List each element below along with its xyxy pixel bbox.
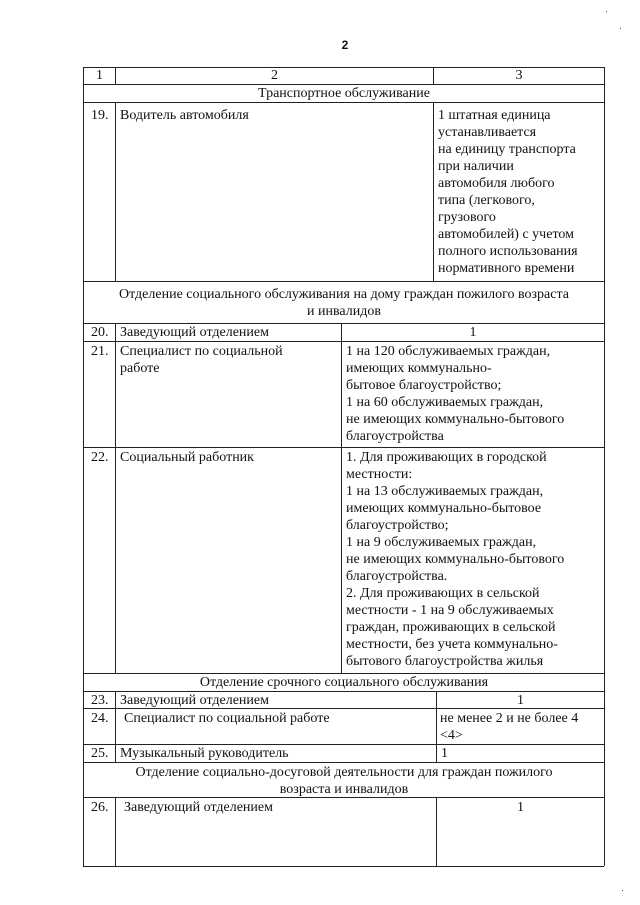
table-border-right (604, 67, 605, 866)
row-number: 25. (91, 746, 109, 761)
column-header: 2 (271, 68, 278, 83)
table-divider (83, 447, 604, 448)
position-name: Заведующий отделением (120, 693, 269, 708)
table-divider (83, 762, 604, 763)
table-divider (83, 341, 604, 342)
staff-norm: 1 (441, 746, 448, 761)
position-name: Водитель автомобиля (120, 108, 249, 123)
table-col-divider (341, 323, 342, 673)
section-title: Отделение социально-досуговой деятельности для граждан пожилого возраста и инвалидов (135, 765, 553, 797)
row-number: 19. (91, 108, 109, 123)
row-number: 23. (91, 693, 109, 708)
table-col-divider (115, 102, 116, 281)
scan-speck (622, 890, 623, 891)
section-title: Транспортное обслуживание (258, 86, 430, 101)
position-name: Заведующий отделением (120, 325, 269, 340)
page-number: 2 (341, 38, 349, 52)
staff-norm: 1 штатная единица устанавливается на единицу транспорта при наличии автомобиля любого типа (легкового, грузового автомобилей) с учетом полного использования нормативного времени (438, 108, 578, 276)
table-col-divider (115, 691, 116, 762)
position-name: Специалист по социальной работе (120, 344, 283, 376)
row-number: 26. (91, 800, 109, 815)
position-name: Музыкальный руководитель (120, 746, 289, 761)
section-title: Отделение социального обслуживания на дому граждан пожилого возраста и инвалидов (119, 287, 569, 319)
row-number: 20. (91, 325, 109, 340)
section-title: Отделение срочного социального обслуживания (199, 675, 489, 690)
table-border-bottom (83, 866, 604, 867)
row-number: 21. (91, 344, 109, 359)
column-header: 1 (96, 68, 103, 83)
position-name: Специалист по социальной работе (124, 711, 330, 726)
table-divider (83, 281, 604, 282)
row-number: 24. (91, 711, 109, 726)
table-col-divider (115, 323, 116, 673)
staff-norm: 1 на 120 обслуживаемых граждан, имеющих коммунально- бытовое благоустройство; 1 на 60 обслуживаемых граждан, не имеющих коммунально-бытового благоустройства (346, 344, 565, 444)
scan-speck (606, 11, 607, 12)
staff-norm: 1 (517, 800, 524, 815)
table-col-divider (433, 102, 434, 281)
scan-speck (620, 28, 621, 29)
staff-norm: 1 (517, 693, 524, 708)
staff-norm: 1 (469, 325, 477, 340)
position-name: Социальный работник (120, 450, 254, 465)
table-border-left (83, 67, 84, 866)
staff-norm: 1. Для проживающих в городской местности: 1 на 13 обслуживаемых граждан, имеющих коммунально-бытовое благоустройство; 1 на 9 обслуживаемых граждан, не имеющих коммунально-бытового благоустройства. 2. Для проживающих в сельской местности - 1 на 9 обслуживаемых граждан, проживающих в сельской местности, без учета коммунально- бытового благоустройства жилья (346, 450, 565, 669)
table-col-divider (115, 797, 116, 866)
table-divider (83, 102, 604, 103)
row-number: 22. (91, 450, 109, 465)
staff-norm: не менее 2 и не более 4 <4> (440, 711, 579, 743)
position-name: Заведующий отделением (124, 800, 273, 815)
column-header: 3 (515, 68, 523, 83)
